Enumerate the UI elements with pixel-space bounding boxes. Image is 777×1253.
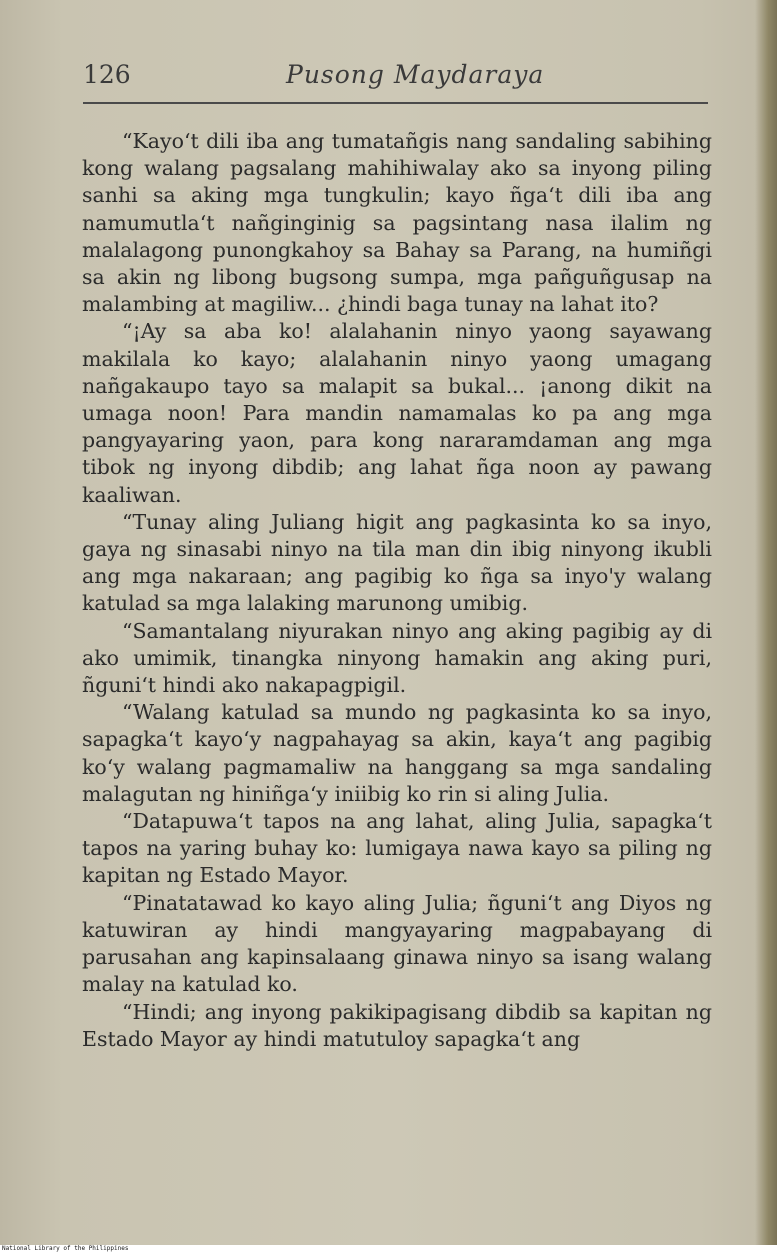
paragraph: “Kayo‘t dili iba ang tumatañgis nang sandaling sabihing kong walang pagsalang mahihiwalay ako sa inyong piling sanhi sa aking mga tungkulin; kayo ñga‘t dili iba ang namumutla‘t nañginginig sa pagsintang nasa ilalim ng malalagong punongkahoy sa Bahay sa Parang, na humiñgi sa akin ng libong bugsong sumpa, mga pañguñgusap na malambing at magiliw... ¿hindi baga tunay na lahat ito? <box>82 129 712 317</box>
paragraph: “Hindi; ang inyong pakikipagisang dibdib sa kapitan ng Estado Mayor ay hindi matutuloy sapagka‘t ang <box>82 999 712 1051</box>
paragraph: “Pinatatawad ko kayo aling Julia; ñguni‘t ang Diyos ng katuwiran ay hindi mangyayaring magpabayang di parusahan ang kapinsalaang ginawa ninyo sa isang walang malay na katulad ko. <box>82 890 712 997</box>
paragraph: “Datapuwa‘t tapos na ang lahat, aling Julia, sapagka‘t tapos na yaring buhay ko: lumigaya nawa kayo sa piling ng kapitan ng Estado Mayor. <box>82 809 712 888</box>
header-rule <box>83 102 708 104</box>
paragraph: “Walang katulad sa mundo ng pagkasinta ko sa inyo, sapagka‘t kayo‘y nagpahayag sa akin, kaya‘t ang pagibig ko‘y walang pagmamaliw na hanggang sa mga sandaling malagutan ng hiniñga‘y iniibig ko rin si aling Julia. <box>82 700 712 806</box>
library-label: National Library of the Philippines <box>2 1245 129 1252</box>
page-spine-shadow <box>755 0 777 1245</box>
running-title: Pusong Maydaraya <box>286 60 545 89</box>
paragraph: “Tunay aling Juliang higit ang pagkasinta ko sa inyo, gaya ng sinasabi ninyo na tila man din ibig ninyong ikubli ang mga nakaraan; ang pagibig ko ñga sa inyo'y walang katulad sa mga lalaking marunong umibig. <box>82 509 712 616</box>
footer <box>0 1246 777 1253</box>
paragraph: “Samantalang niyurakan ninyo ang aking pagibig ay di ako umimik, tinangka ninyong hamakin ang aking puri, ñguni‘t hindi ako nakapagpigil. <box>82 618 712 698</box>
page-header <box>83 60 708 96</box>
body-text <box>82 128 712 1053</box>
paragraph: “¡Ay sa aba ko! alalahanin ninyo yaong sayawang makilala ko kayo; alalahanin ninyo yaong umagang nañgakaupo tayo sa malapit sa bukal... ¡anong dikit na umaga noon! Para mandin namamalas ko pa ang mga pangyayaring yaon, para kong nararamdaman ang mga tibok ng inyong dibdib; ang lahat ñga noon ay pawang kaaliwan. <box>82 319 712 507</box>
page-number: 126 <box>83 60 131 89</box>
